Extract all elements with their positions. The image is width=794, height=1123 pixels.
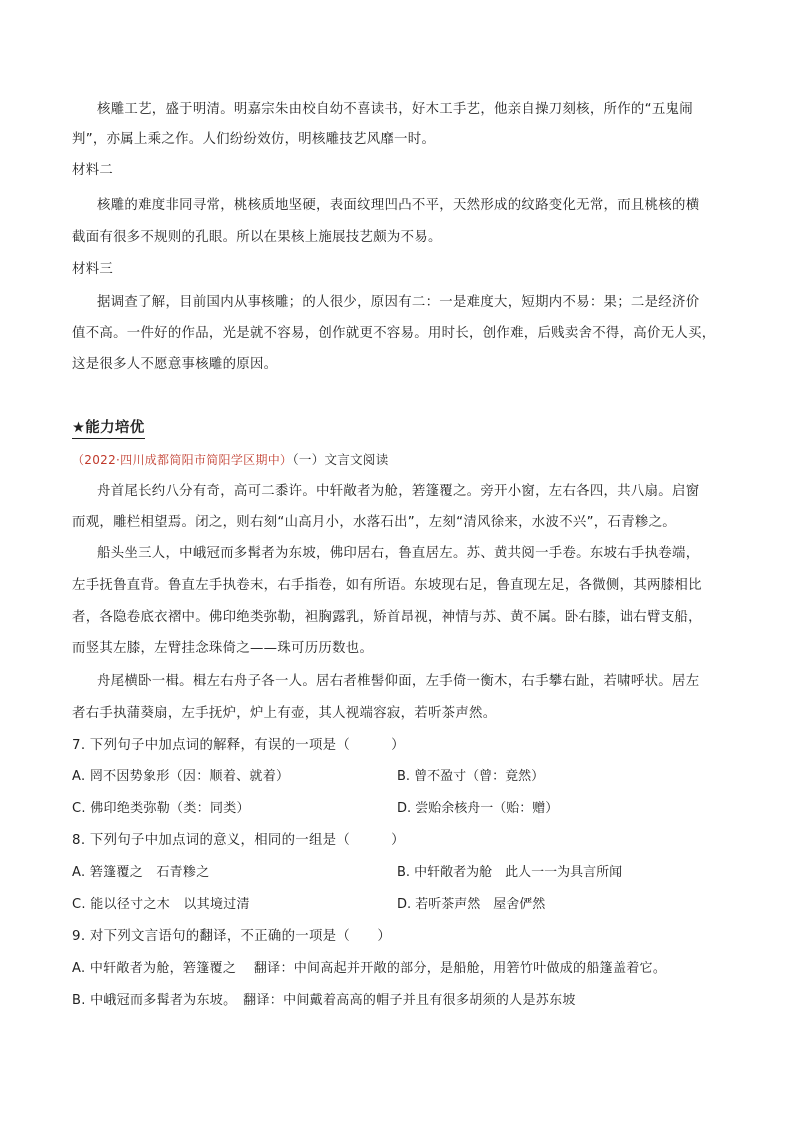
question-8-option-b: B. 中轩敞者为舱 此人一一为具言所闻 [397, 865, 623, 880]
passage-p1-line1: 舟首尾长约八分有奇，高可二黍许。中轩敞者为舱，箬篷覆之。旁开小窗，左右各四，共八扇。启窗 [97, 484, 700, 499]
passage-p2-line3: 者，各隐卷底衣褶中。佛印绝类弥勒，袒胸露乳，矫首昂视，神情与苏、黄不属。卧右膝，诎右臂支船， [72, 610, 702, 625]
source-line [72, 451, 389, 470]
question-7-option-b: B. 曾不盈寸（曾：竟然） [397, 769, 545, 784]
material3-line3: 这是很多人不愿意事核雕的原因。 [72, 357, 278, 372]
question-7-option-a: A. 罔不因势象形（因：顺着、就着） [72, 769, 290, 784]
material3-line1: 据调查了解，目前国内从事核雕；的人很少，原因有二：一是难度大，短期内不易：果；二是经济价 [97, 295, 700, 310]
question-7-option-c: C. 佛印绝类弥勒（类：同类） [72, 801, 250, 816]
passage-p2-line4: 而竖其左膝，左臂挂念珠倚之——珠可历历数也。 [72, 641, 374, 656]
question-7: 7. 下列句子中加点词的解释，有误的一项是（ ） [72, 738, 405, 753]
passage-p2-line1: 船头坐三人，中峨冠而多髯者为东坡，佛印居右，鲁直居左。苏、黄共阅一手卷。东坡右手执卷端， [97, 546, 700, 561]
question-8-option-a: A. 箬篷覆之 石青糁之 [72, 865, 210, 880]
material2-line1: 核雕的难度非同寻常，桃核质地坚硬，表面纹理凹凸不平，天然形成的纹路变化无常，而且桃核的横 [97, 198, 700, 213]
question-9-option-b: B. 中峨冠而多髯者为东坡。 翻译：中间戴着高高的帽子并且有很多胡须的人是苏东坡 [72, 993, 576, 1008]
material2-heading: 材料二 [72, 163, 114, 178]
question-9: 9. 对下列文言语句的翻译，不正确的一项是（ ） [72, 929, 392, 944]
material3-heading: 材料三 [72, 262, 114, 277]
passage-p3-line1: 舟尾横卧一楫。楫左右舟子各一人。居右者椎髻仰面，左手倚一衡木，右手攀右趾，若啸呼状。居左 [97, 674, 700, 689]
question-9-option-a: A. 中轩敞者为舱，箬篷覆之 翻译：中间高起并开敞的部分，是船舱，用箬竹叶做成的船篷盖着它。 [72, 961, 667, 976]
passage-p3-line2: 者右手执蒲葵扇，左手抚炉，炉上有壶，其人视端容寂，若听茶声然。 [72, 706, 497, 721]
question-8-option-c: C. 能以径寸之木 以其境过清 [72, 897, 250, 912]
passage-p1-line2: 而观，雕栏相望焉。闭之，则右刻“山高月小，水落石出”，左刻“清风徐来，水波不兴”，石青糁之。 [72, 515, 676, 530]
material1-line2: 判”，亦属上乘之作。人们纷纷效仿，明核雕技艺风靡一时。 [72, 132, 436, 147]
section-title: ★能力培优 [72, 419, 145, 439]
passage-p2-line2: 左手抚鲁直背。鲁直左手执卷末，右手指卷，如有所语。东坡现右足，鲁直现左足，各微侧，其两膝相比 [72, 578, 702, 593]
question-8: 8. 下列句子中加点词的意义，相同的一组是（ ） [72, 833, 405, 848]
question-7-option-d: D. 尝贻余核舟一（贻：赠） [397, 801, 559, 816]
material2-line2: 截面有很多不规则的孔眼。所以在果核上施展技艺颇为不易。 [72, 230, 442, 245]
question-8-option-d: D. 若听茶声然 屋舍俨然 [397, 897, 546, 912]
source-citation: （2022·四川成都简阳市简阳学区期中） [72, 453, 293, 467]
material3-line2: 值不高。一件好的作品，光是就不容易，创作就更不容易。用时长，创作难，后贱卖舍不得，高价无人买， [72, 326, 716, 341]
material1-line1: 核雕工艺，盛于明清。明嘉宗朱由校自幼不喜读书，好木工手艺，他亲自操刀刻核，所作的“五鬼闹 [97, 102, 693, 117]
reading-label: （一）文言文阅读 [292, 452, 389, 467]
